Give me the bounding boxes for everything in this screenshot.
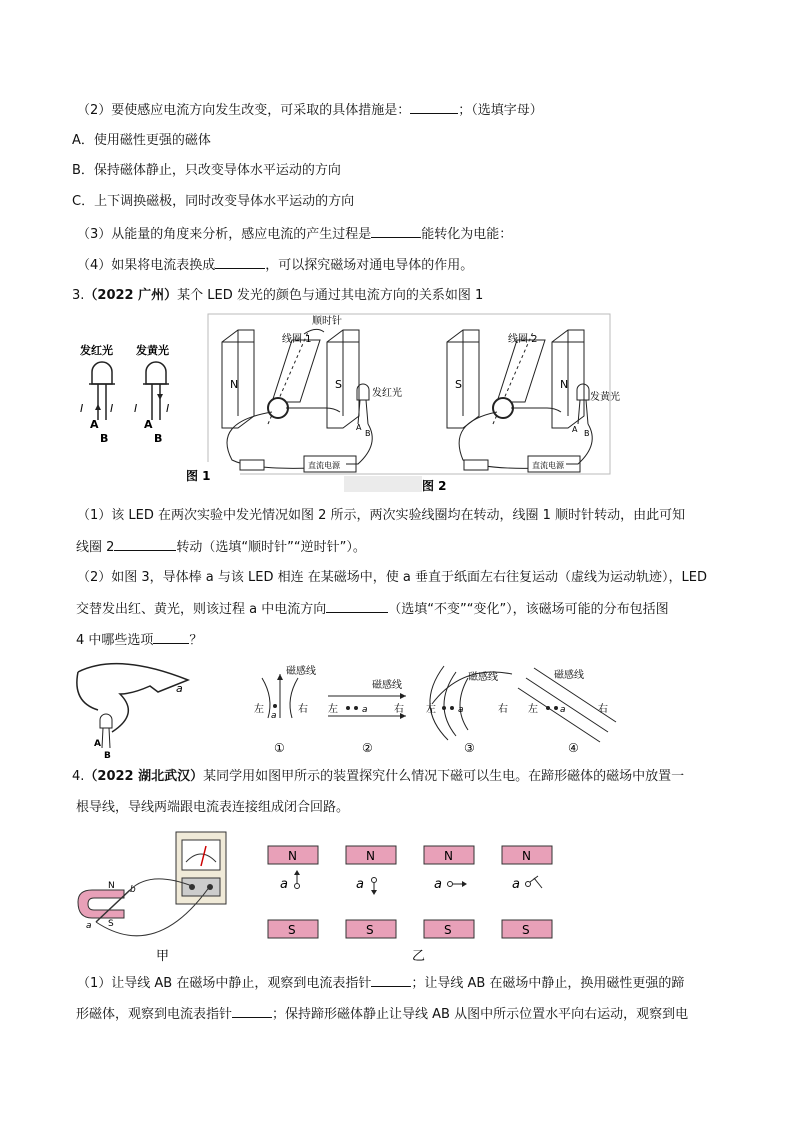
p3-q2-line3: 4 中哪些选项 ？ [76,633,203,648]
led-red-label: 发红光 [80,344,113,357]
svg-text:b: b [130,885,136,895]
svg-text:左: 左 [328,704,338,715]
figure-jia-yi [72,826,572,966]
svg-text:N: N [560,378,569,391]
svg-text:a: a [512,877,520,892]
figure-2-left [222,314,402,472]
answer-blank[interactable] [153,631,189,644]
p4-q1-line2: 形磁体，观察到电流表指针 ；保持蹄形磁体静止让导线 AB 从图中所示位置水平向右运动，观察到电 [76,1007,689,1022]
problem-4-line1: 4.（2022 湖北武汉）某同学用如图甲所示的装置探究什么情况下磁可以生电。在蹄形磁体的磁场中放置一 [72,769,685,784]
figure-jia [78,832,226,964]
svg-text:磁感线: 磁感线 [372,680,402,691]
svg-text:线圈 1: 线圈 1 [282,334,312,345]
fig4-option-4 [518,668,616,755]
q3-line: （3）从能量的角度来分析，感应电流的产生过程是 能转化为电能： [77,227,513,242]
answer-blank[interactable] [215,256,265,269]
svg-text:a: a [434,877,442,892]
svg-text:发红光: 发红光 [372,388,402,399]
svg-text:B: B [154,432,163,445]
figure-1 [79,343,169,445]
svg-text:a: a [271,711,277,721]
svg-text:B: B [100,432,109,445]
figure-3-4 [72,658,632,762]
option-a: A．使用磁性更强的磁体 [72,133,211,148]
svg-text:a: a [86,921,92,931]
svg-text:a: a [560,705,566,715]
svg-text:N: N [108,881,115,891]
svg-text:a: a [356,877,364,892]
p3-q1-line1: （1）该 LED 在两次实验中发光情况如图 2 所示，两次实验线圈均在转动，线圈 1 顺时针转动，由此可知 [77,508,686,523]
svg-text:左: 左 [254,704,264,715]
svg-text:B: B [365,429,371,438]
figure-3 [77,664,188,761]
problem-3-heading: 3.（2022 广州）某个 LED 发光的颜色与通过其电流方向的关系如图 1 [72,288,484,303]
svg-text:S: S [108,919,114,929]
fig4-option-3 [426,666,512,755]
svg-text:S: S [335,378,342,391]
svg-text:磁感线: 磁感线 [554,670,584,681]
q2-line: （2）要使感应电流方向发生改变，可采取的具体措施是： ；（选填字母） [77,103,543,118]
svg-text:I: I [80,402,84,415]
answer-blank[interactable] [371,974,411,987]
q4-line: （4）如果将电流表换成 ，可以探究磁场对通电导体的作用。 [77,258,474,273]
svg-text:S: S [522,923,530,937]
figure-2-right [447,330,620,472]
svg-text:磁感线: 磁感线 [286,666,316,677]
svg-text:A: A [94,739,101,749]
svg-text:④: ④ [568,741,579,755]
figure-1-2 [72,312,620,496]
p4-q1-line1: （1）让导线 AB 在磁场中静止，观察到电流表指针 ；让导线 AB 在磁场中静止，换用磁性更强的蹄 [77,976,685,991]
p3-q1-line2: 线圈 2 转动（选填“顺时针”“逆时针”）。 [76,540,366,555]
fig-jia-caption: 甲 [156,949,170,964]
svg-text:I: I [166,402,170,415]
figure-2-caption: 图 2 [422,479,447,493]
svg-text:A: A [356,423,362,432]
svg-text:左: 左 [528,704,538,715]
svg-text:③: ③ [464,741,475,755]
figure-1-caption: 图 1 [186,469,211,483]
fig4-option-2 [328,678,406,755]
p3-q2-line1: （2）如图 3，导体棒 a 与该 LED 相连 在某磁场中，使 a 垂直于纸面左右往复运动（虚线为运动轨迹），LED [77,570,707,585]
svg-text:右: 右 [598,704,608,715]
svg-text:线圈 2: 线圈 2 [508,334,538,345]
p3-q2-line2: 交替发出红、黄光，则该过程 a 中电流方向 （选填“不变”“变化”），该磁场可能的分布包括图 [76,602,669,617]
svg-text:A: A [144,418,153,431]
svg-text:I: I [110,402,114,415]
svg-text:S: S [444,923,452,937]
svg-text:右: 右 [394,704,404,715]
problem-4-line2: 根导线，导线两端跟电流表连接组成闭合回路。 [76,800,350,815]
option-c: C．上下调换磁极，同时改变导体水平运动的方向 [72,194,355,209]
svg-text:N: N [230,378,239,391]
svg-text:①: ① [274,741,285,755]
svg-text:N: N [444,849,453,863]
svg-text:②: ② [362,741,373,755]
fig-yi-caption: 乙 [412,949,426,964]
svg-text:a: a [362,705,368,715]
led-yellow-label: 发黄光 [136,344,169,357]
svg-text:发黄光: 发黄光 [590,392,620,403]
svg-text:a: a [458,705,464,715]
svg-text:A: A [90,418,99,431]
svg-text:B: B [584,429,590,438]
answer-blank[interactable] [410,101,458,114]
svg-text:S: S [455,378,462,391]
svg-text:磁感线: 磁感线 [468,672,498,683]
answer-blank[interactable] [326,600,388,613]
answer-blank[interactable] [114,538,176,551]
svg-text:B: B [104,751,111,761]
svg-text:N: N [366,849,375,863]
svg-text:左: 左 [426,704,436,715]
svg-text:右: 右 [298,704,308,715]
answer-blank[interactable] [371,225,421,238]
svg-text:S: S [288,923,296,937]
svg-text:右: 右 [498,704,508,715]
svg-text:S: S [366,923,374,937]
svg-text:直流电源: 直流电源 [308,461,340,470]
svg-text:a: a [280,877,288,892]
svg-text:A: A [572,425,578,434]
svg-text:N: N [522,849,531,863]
svg-text:a: a [176,682,183,695]
answer-blank[interactable] [232,1005,272,1018]
figure-yi [268,846,552,964]
svg-text:I: I [134,402,138,415]
svg-text:N: N [288,849,297,863]
svg-text:顺时针: 顺时针 [312,316,342,327]
svg-text:直流电源: 直流电源 [532,461,564,470]
fig4-option-1 [254,664,316,755]
option-b: B．保持磁体静止，只改变导体水平运动的方向 [72,163,341,178]
